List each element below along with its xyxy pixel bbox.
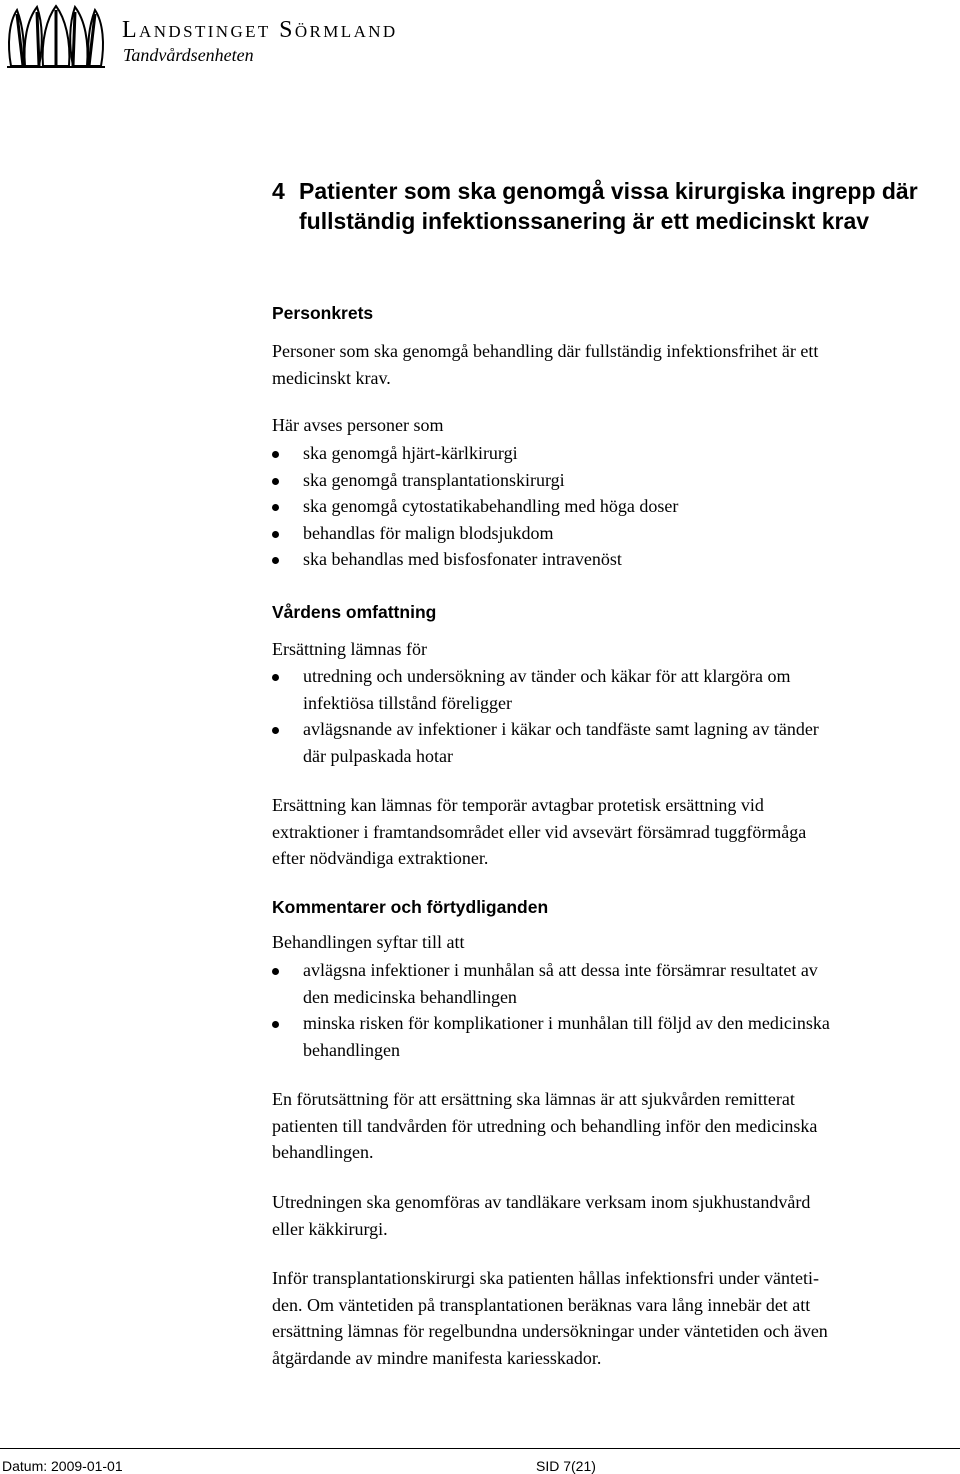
bullet-icon xyxy=(272,557,279,564)
text-line: Inför transplantationskirurgi ska patienten hållas infektionsfri under vänteti- xyxy=(272,1268,820,1288)
bullet-icon xyxy=(272,674,279,681)
list-item: minska risken för komplikationer i munhålan till följd av den medicinska behandlingen xyxy=(272,1010,960,1063)
personkrets-intro: Här avses personer som xyxy=(272,415,444,435)
text-line: Personer som ska genomgå behandling där fullständig infektionsfrihet är ett xyxy=(272,341,819,361)
organization-unit: Tandvårdsenheten xyxy=(123,45,254,65)
text-line: behandlingen. xyxy=(272,1142,374,1162)
list-item: ska behandlas med bisfosfonater intravenöst xyxy=(272,546,960,573)
bullet-icon xyxy=(272,451,279,458)
list-item: ska genomgå transplantationskirurgi xyxy=(272,467,960,494)
section-title-text: Patienter som ska genomgå vissa kirurgiska ingrepp där fullständig infektionssanering är ett medicinskt krav xyxy=(299,178,918,234)
kommentarer-list xyxy=(272,957,960,1063)
kommentarer-intro: Behandlingen syftar till att xyxy=(272,932,465,952)
text-line: åtgärdande av mindre manifesta kariesskador. xyxy=(272,1347,602,1368)
personkrets-list xyxy=(272,440,960,573)
vardens-list xyxy=(272,663,960,769)
bullet-icon xyxy=(272,727,279,734)
bullet-icon xyxy=(272,478,279,485)
section-title xyxy=(272,176,932,236)
text-line: efter nödvändiga extraktioner. xyxy=(272,848,489,868)
text-line: patienten till tandvården för utredning och behandling inför den medicinska xyxy=(272,1115,818,1136)
list-item: ska genomgå hjärt-kärlkirurgi xyxy=(272,440,960,467)
vardens-intro: Ersättning lämnas för xyxy=(272,639,427,659)
list-item: behandlas för malign blodsjukdom xyxy=(272,520,960,547)
section-number: 4 xyxy=(272,178,285,204)
bullet-icon xyxy=(272,531,279,538)
list-item: ska genomgå cytostatikabehandling med höga doser xyxy=(272,493,960,520)
text-line: extraktioner i framtandsområdet eller vid avsevärt försämrad tuggförmåga xyxy=(272,821,807,842)
text-line: eller käkkirurgi. xyxy=(272,1218,388,1239)
kommentarer-paragraph-3 xyxy=(272,1265,960,1371)
organization-name: Landstinget Sörmland xyxy=(122,17,398,43)
text-line: Ersättning kan lämnas för temporär avtagbar protetisk ersättning vid xyxy=(272,795,764,815)
heading-vardens-omfattning: Vårdens omfattning xyxy=(272,602,437,622)
bullet-icon xyxy=(272,1021,279,1028)
text-line: medicinskt krav. xyxy=(272,367,391,388)
list-item: avlägsnande av infektioner i käkar och tandfäste samt lagning av tänder där pulpaskada hotar xyxy=(272,716,960,769)
bullet-icon xyxy=(272,968,279,975)
vardens-paragraph xyxy=(272,792,960,872)
text-line: Utredningen ska genomföras av tandläkare verksam inom sjukhustandvård xyxy=(272,1192,811,1212)
footer-divider xyxy=(0,1448,960,1449)
heading-personkrets: Personkrets xyxy=(272,303,374,323)
personkrets-paragraph xyxy=(272,338,960,391)
text-line: En förutsättning för att ersättning ska lämnas är att sjukvården remitterat xyxy=(272,1089,795,1109)
page-number: SID 7(21) xyxy=(536,1458,596,1474)
text-line: ersättning lämnas för regelbundna undersökningar under väntetiden och även xyxy=(272,1321,828,1341)
text-line: den. Om väntetiden på transplantationen beräknas vara lång innebär det att xyxy=(272,1294,811,1315)
kommentarer-paragraph-1 xyxy=(272,1086,960,1166)
kommentarer-paragraph-2 xyxy=(272,1189,960,1242)
bullet-icon xyxy=(272,504,279,511)
landstinget-logo-icon xyxy=(3,4,109,70)
footer-date: Datum: 2009-01-01 xyxy=(2,1458,123,1474)
list-item: avlägsna infektioner i munhålan så att dessa inte försämrar resultatet av den medicinska behandlingen xyxy=(272,957,960,1010)
heading-kommentarer: Kommentarer och förtydliganden xyxy=(272,897,549,917)
list-item: utredning och undersökning av tänder och käkar för att klargöra om infektiösa tillstånd föreligger xyxy=(272,663,960,716)
